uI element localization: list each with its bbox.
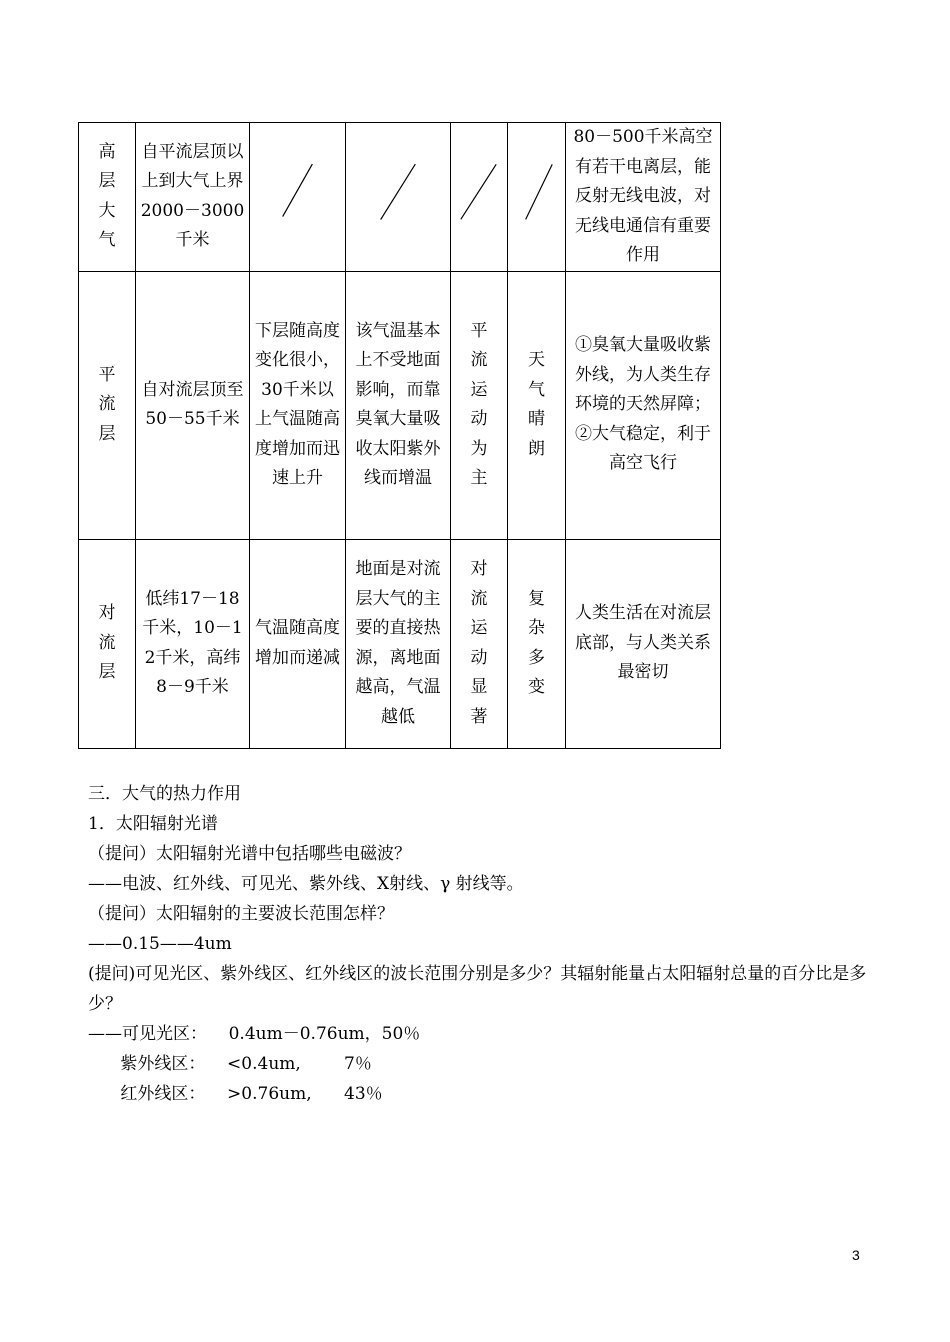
empty-slash-cell xyxy=(451,123,508,272)
table-row xyxy=(79,539,721,748)
air-motion-cell: 对流运动显著 xyxy=(451,539,508,748)
human-relation-cell: 80－500千米高空有若干电离层，能反射无线电波，对无线电通信有重要作用 xyxy=(566,123,721,272)
answer-ultraviolet: 紫外线区： <0.4um, 7％ xyxy=(88,1054,372,1074)
question-1: （提问）太阳辐射光谱中包括哪些电磁波？ xyxy=(88,844,411,864)
subsection-title: 1．太阳辐射光谱 xyxy=(88,814,218,834)
answer-1: ——电波、红外线、可见光、紫外线、X射线、γ 射线等。 xyxy=(88,874,524,894)
height-range-cell: 自平流层顶以上到大气上界2000－3000千米 xyxy=(136,123,250,272)
body-text xyxy=(88,779,878,1109)
human-relation-cell: ①臭氧大量吸收紫外线，为人类生存环境的天然屏障；②大气稳定，利于高空飞行 xyxy=(566,271,721,539)
height-range-cell: 低纬17－18千米，10－12千米，高纬8－9千米 xyxy=(136,539,250,748)
temperature-change-cell: 气温随高度增加而递减 xyxy=(250,539,346,748)
temperature-reason-cell: 地面是对流层大气的主要的直接热源，离地面越高，气温越低 xyxy=(346,539,451,748)
air-motion-cell: 平流运动为主 xyxy=(451,271,508,539)
table-row xyxy=(79,271,721,539)
empty-slash-cell xyxy=(346,123,451,272)
page-number: 3 xyxy=(852,1247,860,1263)
empty-slash-cell xyxy=(250,123,346,272)
atmosphere-layers-table xyxy=(78,122,721,749)
layer-name-cell: 高层大气 xyxy=(79,123,136,272)
empty-slash-cell xyxy=(508,123,566,272)
answer-visible-light: ——可见光区： 0.4um－0.76um，50％ xyxy=(88,1024,421,1044)
weather-cell: 复杂多变 xyxy=(508,539,566,748)
temperature-change-cell: 下层随高度变化很小，30千米以上气温随高度增加而迅速上升 xyxy=(250,271,346,539)
layer-name-cell: 对流层 xyxy=(79,539,136,748)
answer-2: ——0.15——4um xyxy=(88,934,232,954)
answer-infrared: 红外线区： >0.76um, 43％ xyxy=(88,1084,383,1104)
question-3: (提问)可见光区、紫外线区、红外线区的波长范围分别是多少？其辐射能量占太阳辐射总量的百分比是多少？ xyxy=(88,964,867,1014)
height-range-cell: 自对流层顶至50－55千米 xyxy=(136,271,250,539)
weather-cell: 天气晴朗 xyxy=(508,271,566,539)
section-title: 三．大气的热力作用 xyxy=(88,784,241,804)
layer-name-cell: 平流层 xyxy=(79,271,136,539)
question-2: （提问）太阳辐射的主要波长范围怎样？ xyxy=(88,904,394,924)
human-relation-cell: 人类生活在对流层底部，与人类关系最密切 xyxy=(566,539,721,748)
temperature-reason-cell: 该气温基本上不受地面影响，而靠臭氧大量吸收太阳紫外线而增温 xyxy=(346,271,451,539)
table-row xyxy=(79,123,721,272)
